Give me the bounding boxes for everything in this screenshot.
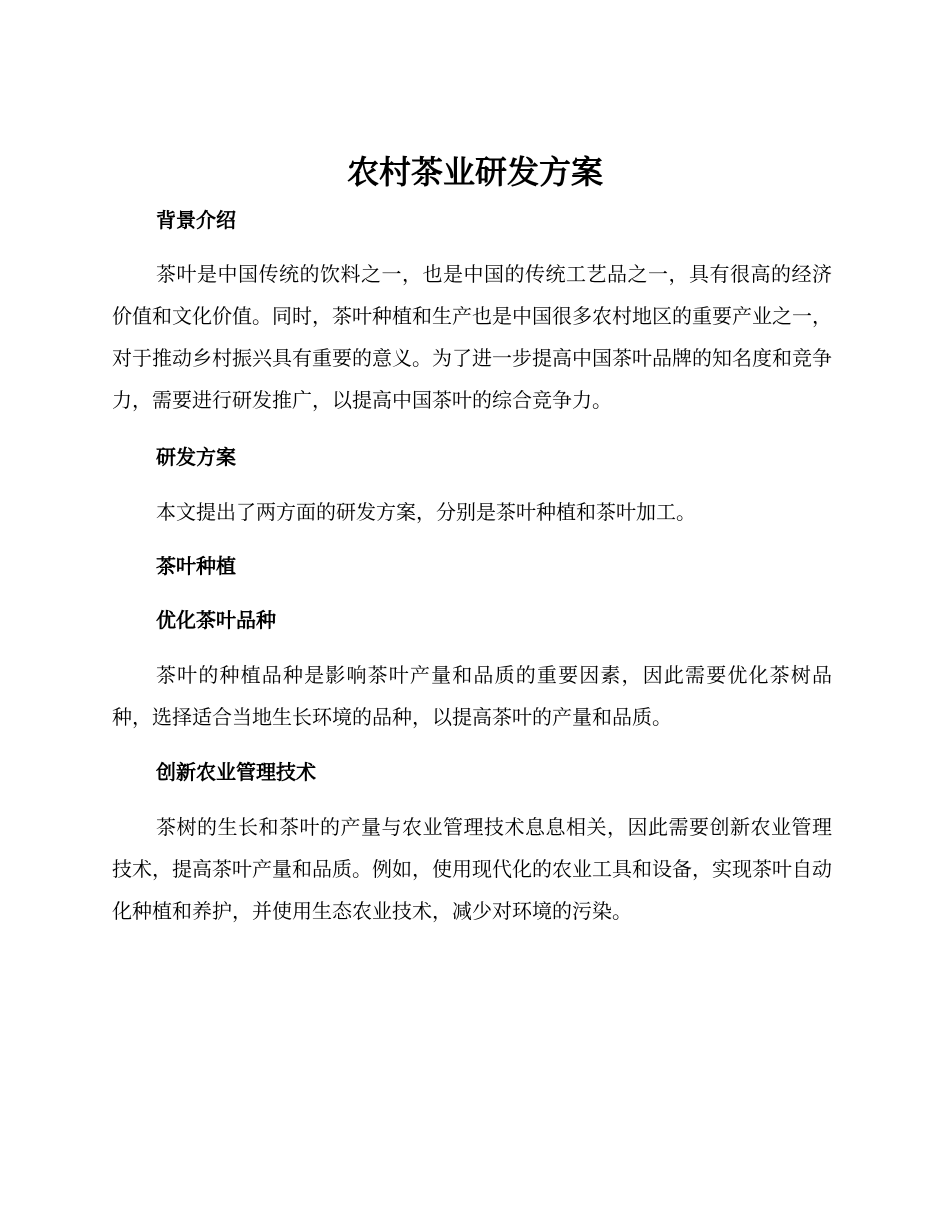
paragraph-management-tech: 茶树的生长和茶叶的产量与农业管理技术息息相关，因此需要创新农业管理技术，提高茶叶产量和品质。例如，使用现代化的农业工具和设备，实现茶叶自动化种植和养护，并使用生态农业技术，减少对环境的污染。 [112, 815, 832, 923]
paragraph-optimize-variety: 茶叶的种植品种是影响茶叶产量和品质的重要因素，因此需要优化茶树品种，选择适合当地生长环境的品种，以提高茶叶的产量和品质。 [112, 663, 832, 729]
document-title: 农村茶业研发方案 [346, 153, 603, 191]
section-heading-optimize-variety: 优化茶叶品种 [156, 608, 276, 632]
section-heading-tea-planting: 茶叶种植 [156, 554, 236, 578]
section-heading-management-tech: 创新农业管理技术 [156, 760, 316, 784]
paragraph-background: 茶叶是中国传统的饮料之一，也是中国的传统工艺品之一，具有很高的经济价值和文化价值。同时，茶叶种植和生产也是中国很多农村地区的重要产业之一，对于推动乡村振兴具有重要的意义。为了进一步提高中国茶叶品牌的知名度和竞争力，需要进行研发推广，以提高中国茶叶的综合竞争力。 [112, 262, 832, 412]
section-heading-plan: 研发方案 [156, 445, 236, 469]
paragraph-plan: 本文提出了两方面的研发方案，分别是茶叶种植和茶叶加工。 [156, 500, 696, 524]
section-heading-background: 背景介绍 [156, 208, 236, 232]
